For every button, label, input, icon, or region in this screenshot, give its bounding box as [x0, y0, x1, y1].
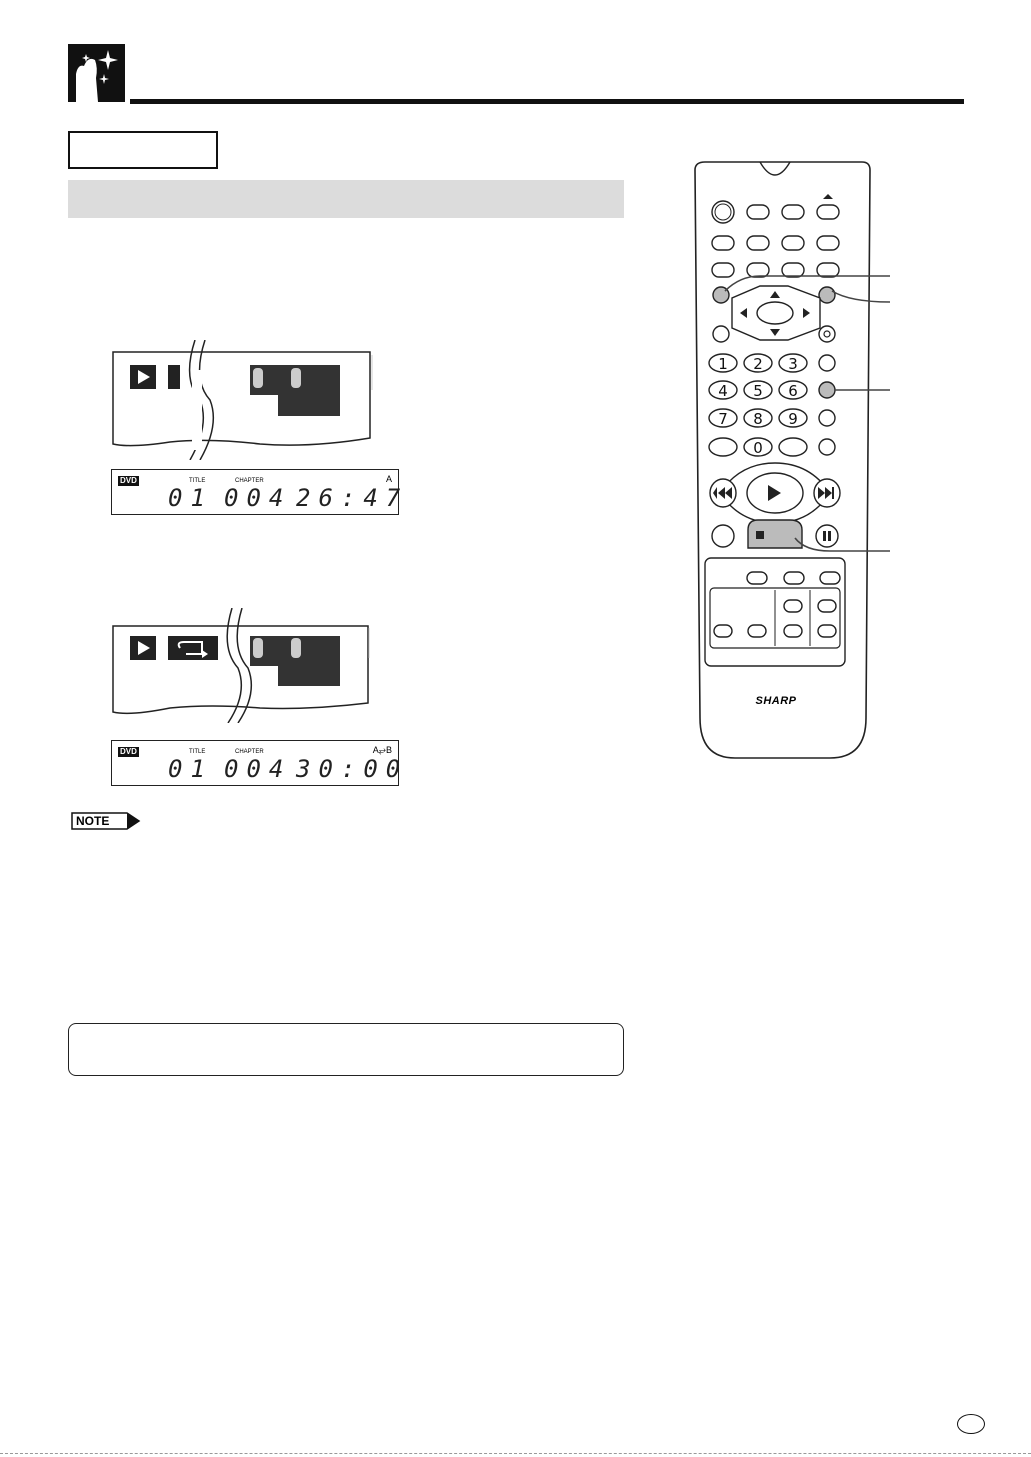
remote-key-0: 0 — [753, 439, 763, 457]
title-label: TITLE — [189, 478, 206, 484]
elapsed-time: 30:00 — [296, 755, 409, 783]
dvd-badge: DVD — [120, 747, 137, 756]
repeat-indicator: A⥂B — [372, 745, 392, 755]
remote-key-1: 1 — [718, 355, 728, 373]
title-number: 01 — [168, 755, 213, 783]
front-panel-display-1 — [111, 469, 409, 515]
dvd-badge: DVD — [120, 476, 137, 485]
remote-key-3: 3 — [788, 355, 798, 373]
screen-illustration-1 — [110, 340, 375, 460]
remote-key-9: 9 — [788, 410, 798, 428]
chapter-label: CHAPTER — [235, 749, 264, 755]
bottom-rule — [0, 1453, 1031, 1455]
section-heading-bar — [68, 180, 624, 218]
remote-control — [680, 158, 890, 763]
remote-key-4: 4 — [718, 382, 728, 400]
remote-key-5: 5 — [753, 382, 763, 400]
repeat-indicator: A — [385, 474, 392, 484]
screen-illustration-2 — [110, 608, 375, 723]
remote-brand: SHARP — [755, 695, 797, 707]
section-tab-box — [68, 131, 218, 169]
info-box — [68, 1023, 624, 1076]
chapter-number: 004 — [224, 484, 292, 512]
note-label: NOTE — [76, 814, 110, 828]
remote-key-7: 7 — [718, 410, 728, 428]
note-badge — [71, 812, 141, 830]
title-label: TITLE — [189, 749, 206, 755]
chapter-label: CHAPTER — [235, 478, 264, 484]
title-number: 01 — [168, 484, 213, 512]
page-number-circle — [957, 1414, 985, 1434]
remote-key-2: 2 — [753, 355, 763, 373]
remote-key-8: 8 — [753, 410, 763, 428]
header-rule — [130, 99, 964, 104]
remote-key-6: 6 — [788, 382, 798, 400]
chapter-number: 004 — [224, 755, 292, 783]
elapsed-time: 26:47 — [296, 484, 409, 512]
sparkle-hand-icon — [68, 44, 125, 102]
front-panel-display-2 — [111, 740, 409, 786]
